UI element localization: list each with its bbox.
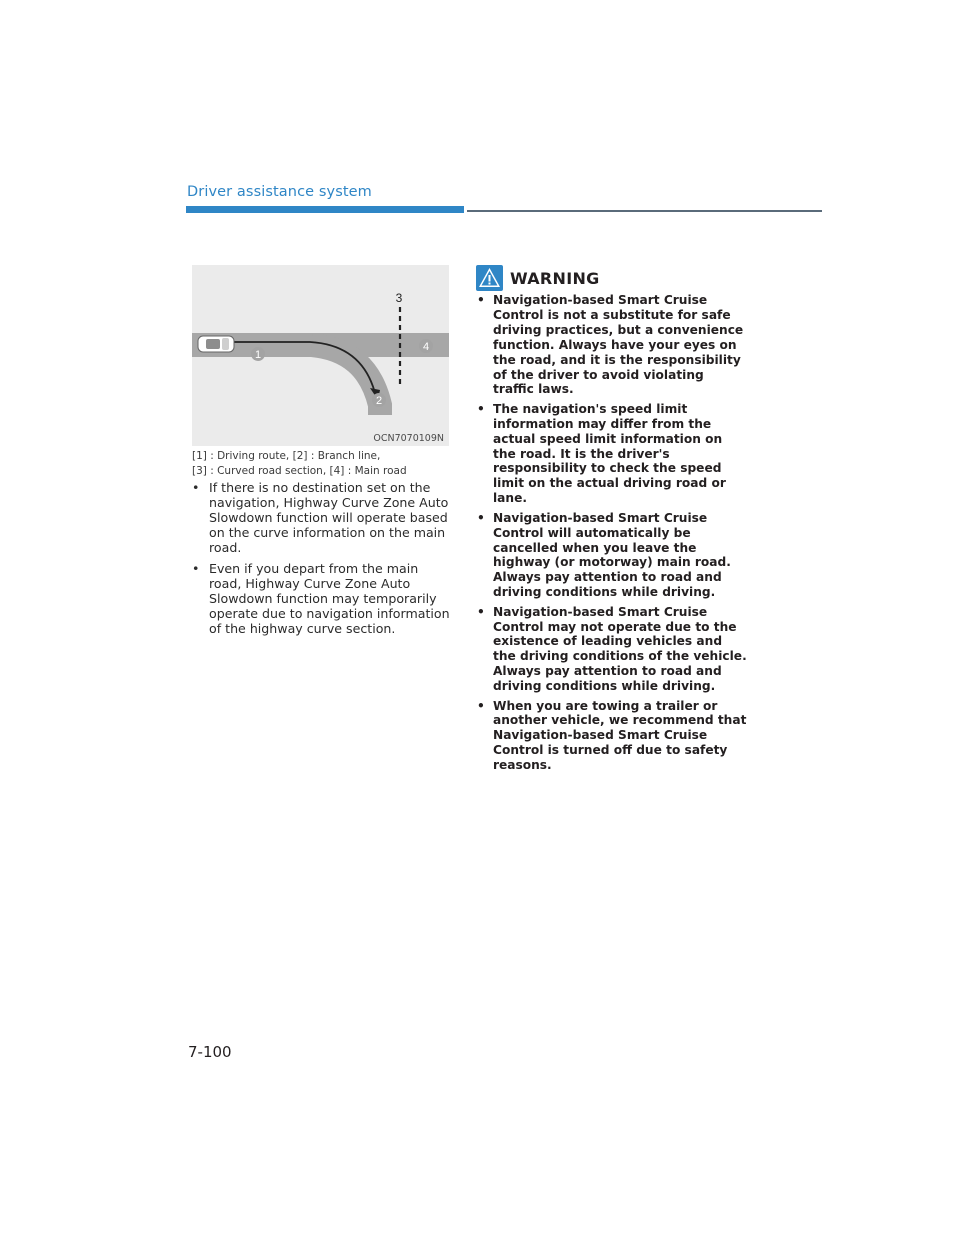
info-bullet-list bbox=[192, 480, 454, 642]
caption-line: [1] : Driving route, [2] : Branch line, bbox=[192, 450, 381, 462]
header-accent-bar bbox=[186, 206, 464, 213]
road-diagram-svg bbox=[192, 265, 449, 446]
warning-list bbox=[477, 293, 747, 778]
road-diagram bbox=[192, 265, 449, 446]
figure-code: OCN7070109N bbox=[373, 433, 444, 444]
list-item: • When you are towing a trailer or another vehicle, we recommend that Navigation-based Smart Cruise Control is turned off due to safety reasons. bbox=[477, 699, 747, 774]
svg-text:3: 3 bbox=[395, 291, 403, 305]
figure-caption bbox=[192, 449, 462, 479]
marker-4 bbox=[419, 339, 433, 353]
marker-3 bbox=[396, 291, 403, 305]
list-item: • Navigation-based Smart Cruise Control will automatically be cancelled when you leave the highway (or motorway) main road. Always pay attention to road and driving conditions while driving. bbox=[477, 511, 747, 600]
car-icon bbox=[198, 336, 234, 352]
list-item: • The navigation's speed limit information may differ from the actual speed limit information on the road. It is the driver's responsibility to check the speed limit on the actual driving road or lane. bbox=[477, 402, 747, 506]
caption-line: [3] : Curved road section, [4] : Main road bbox=[192, 465, 407, 477]
list-item: • Even if you depart from the main road, Highway Curve Zone Auto Slowdown function may temporarily operate due to navigation information of the highway curve section. bbox=[192, 561, 454, 636]
list-item: • Navigation-based Smart Cruise Control is not a substitute for safe driving practices, but a convenience function. Always have your eyes on the road, and it is the responsibility of the driver to avoid violating traffic laws. bbox=[477, 293, 747, 397]
section-title: Driver assistance system bbox=[187, 184, 372, 200]
warning-title: WARNING bbox=[510, 268, 600, 288]
warning-heading bbox=[476, 265, 600, 291]
svg-text:4: 4 bbox=[422, 341, 430, 353]
marker-2 bbox=[372, 393, 386, 407]
svg-text:1: 1 bbox=[254, 349, 262, 361]
page-number: 7-100 bbox=[188, 1043, 232, 1061]
list-item: • If there is no destination set on the navigation, Highway Curve Zone Auto Slowdown function will operate based on the curve information on the main road. bbox=[192, 480, 454, 555]
svg-text:2: 2 bbox=[375, 395, 383, 407]
marker-1 bbox=[251, 347, 265, 361]
warning-triangle-icon bbox=[476, 265, 503, 291]
header-rule bbox=[467, 210, 822, 212]
list-item: • Navigation-based Smart Cruise Control may not operate due to the existence of leading vehicles and the driving conditions of the vehicle. Always pay attention to road and driving conditions while driving. bbox=[477, 605, 747, 694]
